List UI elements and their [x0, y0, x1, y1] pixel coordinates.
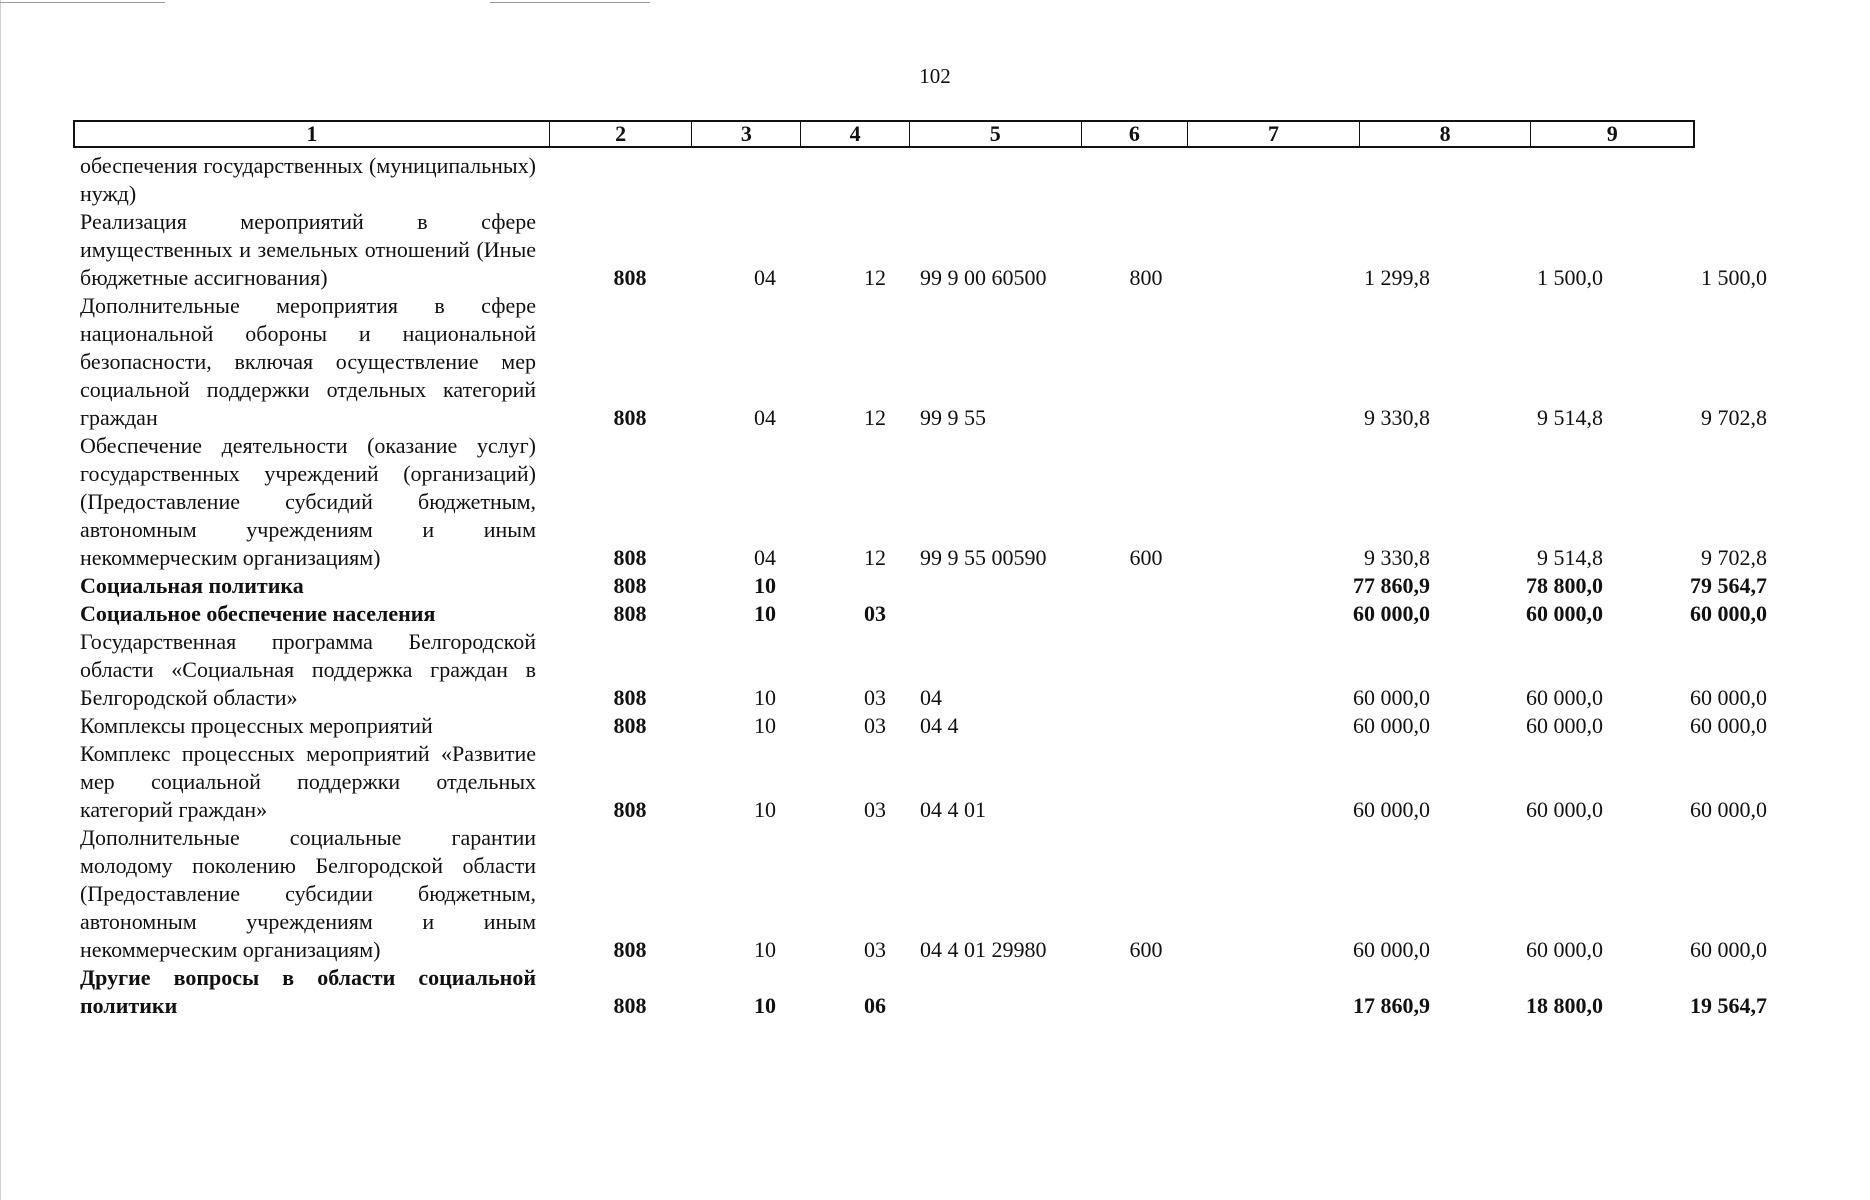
- cell-target-article: 04 4 01: [920, 797, 986, 822]
- header-col-4: 4: [801, 122, 910, 146]
- cell-admin-code: 808: [613, 797, 647, 822]
- cell-admin-code: 808: [613, 601, 647, 626]
- table-header-row: [73, 120, 1695, 148]
- cell-target-article: 99 9 00 60500: [920, 265, 1047, 290]
- row-description: Комплексы процессных мероприятий: [80, 713, 433, 738]
- cell-amount-year-2: 1 500,0: [1537, 265, 1603, 290]
- cell-amount-year-3: 19 564,7: [1690, 993, 1767, 1018]
- row-description: Социальная политика: [80, 573, 304, 598]
- cell-subsection: 03: [864, 797, 886, 822]
- cell-admin-code: 808: [613, 545, 647, 570]
- cell-subsection: 03: [864, 937, 886, 962]
- cell-target-article: [920, 992, 1080, 1020]
- cell-section: 10: [754, 685, 776, 710]
- cell-amount-year-2: 9 514,8: [1537, 545, 1603, 570]
- row-description: Государственная программа Белгородской области «Социальная поддержка граждан в Белгородской области»: [80, 629, 536, 710]
- cell-target-article: 99 9 55: [920, 405, 986, 430]
- cell-subsection: 12: [864, 545, 886, 570]
- cell-section: 10: [754, 713, 776, 738]
- cell-amount-year-1: 60 000,0: [1353, 685, 1430, 710]
- table-row: [80, 600, 1767, 628]
- row-description: Реализация мероприятий в сфере имущественных и земельных отношений (Иные бюджетные ассигнования): [80, 209, 536, 290]
- scan-left-edge: [0, 0, 1, 1200]
- table-row: [80, 964, 1767, 1020]
- cell-amount-year-3: 60 000,0: [1690, 937, 1767, 962]
- table-row: [80, 740, 1767, 824]
- table-row: [80, 208, 1767, 292]
- cell-expense-type: [1116, 572, 1176, 600]
- cell-amount-year-2: 78 800,0: [1526, 573, 1603, 598]
- cell-amount-year-2: 60 000,0: [1526, 713, 1603, 738]
- cell-amount-year-3: 60 000,0: [1690, 685, 1767, 710]
- cell-subsection: 06: [864, 993, 886, 1018]
- cell-subsection: 03: [864, 713, 886, 738]
- cell-admin-code: 808: [613, 405, 647, 430]
- cell-subsection: 12: [864, 405, 886, 430]
- header-col-1: 1: [75, 122, 550, 146]
- cell-amount-year-2: 60 000,0: [1526, 937, 1603, 962]
- cell-admin-code: 808: [613, 993, 647, 1018]
- row-description: Дополнительные мероприятия в сфере национальной обороны и национальной безопасности, включая осуществление мер социальной поддержки отдельных категорий граждан: [80, 293, 536, 430]
- cell-amount-year-1: 17 860,9: [1353, 993, 1430, 1018]
- cell-amount-year-1: 9 330,8: [1364, 545, 1430, 570]
- scan-artifact-line: [0, 2, 165, 3]
- cell-expense-type: [1116, 796, 1176, 824]
- row-description: Комплекс процессных мероприятий «Развитие мер социальной поддержки отдельных категорий граждан»: [80, 741, 536, 822]
- cell-amount-year-2: 9 514,8: [1537, 405, 1603, 430]
- cell-admin-code: 808: [613, 573, 647, 598]
- cell-expense-type: [1116, 992, 1176, 1020]
- cell-amount-year-1: 77 860,9: [1353, 573, 1430, 598]
- cell-admin-code: 808: [613, 713, 647, 738]
- header-col-5: 5: [910, 122, 1082, 146]
- cell-admin-code: 808: [613, 685, 647, 710]
- cell-expense-type: 600: [1129, 937, 1163, 962]
- cell-amount-year-1: 60 000,0: [1353, 601, 1430, 626]
- cell-amount-year-3: 60 000,0: [1690, 713, 1767, 738]
- row-description: обеспечения государственных (муниципальных) нужд): [80, 153, 536, 206]
- cell-section: 10: [754, 937, 776, 962]
- scan-artifact-line: [490, 2, 650, 3]
- cell-amount-year-2: 18 800,0: [1526, 993, 1603, 1018]
- cell-amount-year-1: 60 000,0: [1353, 937, 1430, 962]
- header-col-2: 2: [550, 122, 693, 146]
- cell-amount-year-1: 60 000,0: [1353, 797, 1430, 822]
- row-description: Другие вопросы в области социальной политики: [80, 965, 536, 1018]
- cell-target-article: 04 4: [920, 713, 959, 738]
- cell-target-article: 04 4 01 29980: [920, 937, 1047, 962]
- cell-subsection: [850, 572, 900, 600]
- cell-expense-type: [1116, 712, 1176, 740]
- header-col-8: 8: [1360, 122, 1532, 146]
- cell-section: 10: [754, 797, 776, 822]
- cell-amount-year-1: 60 000,0: [1353, 713, 1430, 738]
- cell-expense-type: [1116, 684, 1176, 712]
- header-col-9: 9: [1606, 121, 1618, 146]
- cell-amount-year-3: 60 000,0: [1690, 601, 1767, 626]
- table-row: [80, 824, 1767, 964]
- cell-admin-code: 808: [613, 937, 647, 962]
- cell-expense-type: [1116, 600, 1176, 628]
- table-row: [80, 152, 1695, 208]
- table-row: [80, 712, 1767, 740]
- cell-amount-year-3: 79 564,7: [1690, 573, 1767, 598]
- table-row: [80, 292, 1767, 432]
- cell-amount-year-3: 9 702,8: [1701, 545, 1767, 570]
- table-body: [80, 152, 1767, 1020]
- row-description: Социальное обеспечение населения: [80, 601, 436, 626]
- header-col-3: 3: [692, 122, 801, 146]
- cell-amount-year-1: 1 299,8: [1364, 265, 1430, 290]
- cell-section: 04: [754, 405, 776, 430]
- row-description: Дополнительные социальные гарантии молодому поколению Белгородской области (Предоставление субсидии бюджетным, автономным учреждениям и иным некоммерческим организациям): [80, 825, 536, 962]
- row-description: Обеспечение деятельности (оказание услуг) государственных учреждений (организаций) (Предоставление субсидий бюджетным, автономным учреждениям и иным некоммерческим организациям): [80, 433, 536, 570]
- cell-section: 10: [754, 601, 776, 626]
- cell-amount-year-3: 60 000,0: [1690, 797, 1767, 822]
- table-row: [80, 628, 1767, 712]
- cell-expense-type: 600: [1129, 545, 1163, 570]
- cell-amount-year-1: 9 330,8: [1364, 405, 1430, 430]
- cell-amount-year-2: 60 000,0: [1526, 685, 1603, 710]
- cell-expense-type: 800: [1129, 265, 1163, 290]
- cell-amount-year-3: 9 702,8: [1701, 405, 1767, 430]
- cell-amount-year-3: 1 500,0: [1701, 265, 1767, 290]
- cell-amount-year-2: 60 000,0: [1526, 601, 1603, 626]
- cell-target-article: [920, 572, 1080, 600]
- cell-section: 10: [754, 573, 776, 598]
- cell-amount-year-2: 60 000,0: [1526, 797, 1603, 822]
- header-col-7: 7: [1188, 122, 1360, 146]
- page-number: 102: [919, 64, 951, 88]
- cell-section: 04: [754, 545, 776, 570]
- table-row: [80, 432, 1767, 572]
- cell-target-article: 04: [920, 685, 942, 710]
- table-row: [80, 572, 1767, 600]
- cell-expense-type: [1116, 404, 1176, 432]
- cell-subsection: 12: [864, 265, 886, 290]
- cell-subsection: 03: [864, 601, 886, 626]
- cell-target-article: 99 9 55 00590: [920, 545, 1047, 570]
- cell-target-article: [920, 600, 1080, 628]
- cell-section: 04: [754, 265, 776, 290]
- header-col-6: 6: [1082, 122, 1189, 146]
- cell-section: 10: [754, 993, 776, 1018]
- cell-admin-code: 808: [613, 265, 647, 290]
- cell-subsection: 03: [864, 685, 886, 710]
